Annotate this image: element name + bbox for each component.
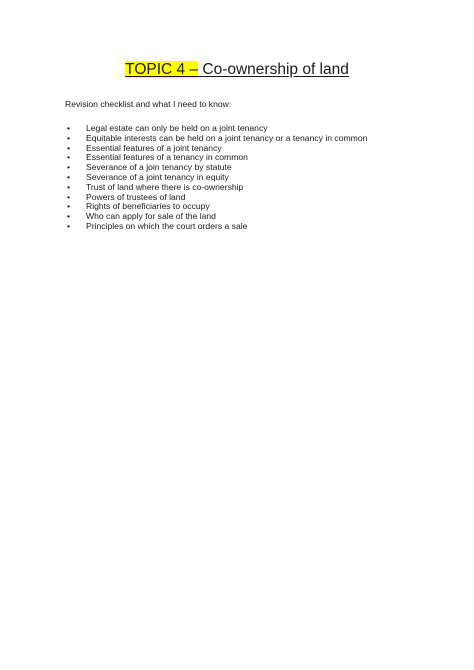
title-text: Co-ownership of land [198, 61, 349, 78]
list-item-text: Essential features of a tenancy in common [86, 152, 248, 163]
bullet-icon: • [67, 191, 71, 202]
bullet-icon: • [67, 220, 71, 231]
list-item-text: Essential features of a joint tenancy [86, 142, 222, 153]
bullet-icon: • [67, 181, 71, 192]
list-item-text: Powers of trustees of land [86, 191, 186, 202]
list-item-text: Severance of a joint tenancy in equity [86, 171, 229, 182]
title-highlight: TOPIC 4 – [125, 61, 199, 78]
bullet-icon: • [67, 171, 71, 182]
revision-checklist [65, 124, 367, 232]
bullet-icon: • [67, 123, 71, 133]
bullet-icon: • [67, 211, 71, 222]
list-item-text: Rights of beneficiaries to occupy [86, 201, 210, 212]
bullet-icon: • [67, 132, 71, 143]
list-item-text: Equitable interests can be held on a joint tenancy or a tenancy in common [86, 132, 368, 143]
list-item [65, 222, 367, 232]
list-item-text: Who can apply for sale of the land [86, 211, 216, 222]
bullet-icon: • [67, 152, 71, 163]
intro-text: Revision checklist and what I need to know: [65, 99, 232, 109]
page-title [0, 60, 474, 80]
list-item-text: Trust of land where there is co-ownership [86, 181, 244, 192]
bullet-icon: • [67, 201, 71, 212]
list-item-text: Legal estate can only be held on a joint tenancy [86, 123, 268, 133]
list-item-text: Principles on which the court orders a sale [86, 220, 248, 231]
list-item-text: Severance of a join tenancy by statute [86, 162, 232, 173]
bullet-icon: • [67, 162, 71, 173]
bullet-icon: • [67, 142, 71, 153]
